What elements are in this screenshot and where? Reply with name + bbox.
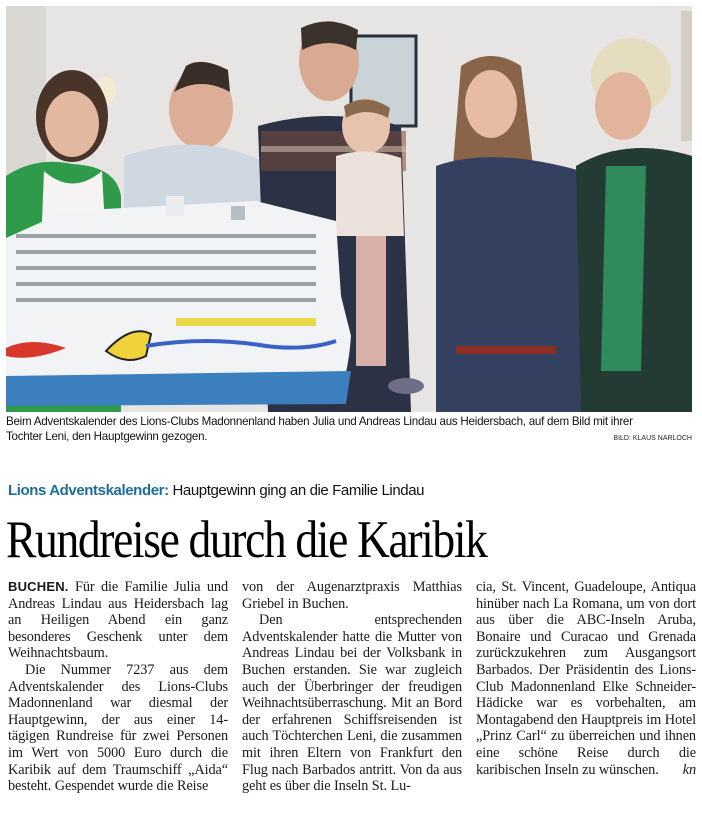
photo-caption [6,414,694,446]
article-paragraph [476,579,696,778]
article-paragraph: Die Nummer 7237 aus dem Adventskalender des Lions-Clubs Madonnenland war diesmal der Hauptgewinn, der aus einer 14- tägigen Rundreise für zwei Personen im Wert von 5000 Euro durch die Karibik auf dem Traumschiff „Aida“ besteht. Gespendet wurde die Reise [8,661,228,795]
photo-illustration [6,6,692,412]
article-column-3 [476,579,696,795]
article-paragraph [8,579,228,662]
kicker-text: Hauptgewinn ging an die Familie Lindau [168,482,425,499]
kicker-topic: Lions Adventskalender: [8,482,169,499]
article-paragraph: von der Augenarztpraxis Matthias Griebel in Buchen. [242,579,462,612]
caption-line-2: Tochter Leni, den Hauptgewinn gezogen. [6,430,208,443]
caption-line-1: Beim Adventskalender des Lions-Clubs Madonnenland haben Julia und Andreas Lindau aus Heidersbach, auf dem Bild mit ihrer [6,415,633,428]
kicker [8,482,424,499]
photo-credit: BILD: KLAUS NARLOCH [613,435,692,442]
paragraph-text: cia, St. Vincent, Guadeloupe, Antiqua hinüber nach La Romana, um von dort aus über die ABC-Inseln Aruba, Bonaire und Curacao und Grenada zurückzukehren zum Ausgangsort Barbados. Der Präsidentin des Lions-Club Madonnenland Elke Schneider-Hädicke war es vorbehalten, am Montagabend den Hauptpreis im Hotel „Prinz Carl“ zu überreichen und ihnen eine schöne Reise durch die karibischen Inseln zu wünschen. [476,579,696,778]
article-column-2 [242,579,462,795]
article-photo [6,6,692,412]
headline: Rundreise durch die Karibik [6,511,487,569]
article-body [8,579,696,795]
paragraph-text: Für die Familie Julia und Andreas Lindau aus Heidersbach lag an Heiligen Abend ein ganz besonderes Geschenk unter dem Weihnachtsbaum. [8,579,228,662]
article-paragraph: Den entsprechenden Adventskalender hatte die Mutter von Andreas Lindau bei der Volksbank in Buchen erstanden. Sie war zugleich auch der Überbringer der freudigen Weihnachtsüberraschung. Mit an Bord der erfahrenen Schiffsreisenden ist auch Töchterchen Leni, die zusammen mit ihren Eltern von Frankfurt den Flug nach Barbados antritt. Von da aus geht es über die Inseln St. Lu- [242,612,462,795]
author-signature: kn [682,761,696,778]
dateline: BUCHEN. [8,579,69,594]
article-column-1 [8,579,228,795]
